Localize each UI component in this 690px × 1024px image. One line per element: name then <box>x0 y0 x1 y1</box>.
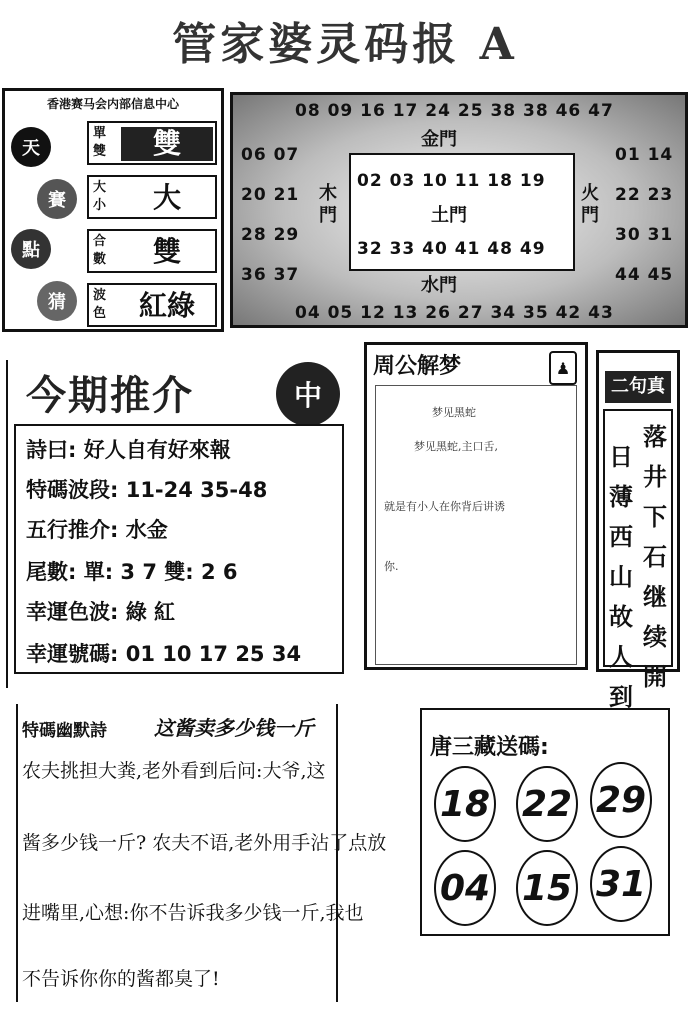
right-row: 01 14 <box>615 145 674 165</box>
circle-char: 賽 <box>37 179 77 219</box>
page-title: 管家婆灵码报 A <box>172 19 518 70</box>
right-row: 44 45 <box>615 265 674 285</box>
dream-title: 周公解梦 <box>373 354 462 379</box>
right-row: 30 31 <box>615 225 674 245</box>
top-numbers: 08 09 16 17 24 25 38 38 46 47 <box>295 101 614 121</box>
right-row: 22 23 <box>615 185 674 205</box>
row-value: 雙 <box>152 235 181 268</box>
dream-panel <box>364 342 588 670</box>
water-gate: 水門 <box>421 275 457 296</box>
circle-char: 猜 <box>37 281 77 321</box>
row-value: 雙 <box>121 127 213 161</box>
poem-line: 詩曰: 好人自有好來報 <box>26 438 231 462</box>
dream-line: 就是有小人在你背后讲诱 <box>384 500 505 513</box>
left-row: 28 29 <box>241 225 300 245</box>
attribute-panel <box>2 88 224 332</box>
poem-panel <box>596 350 680 711</box>
circle-char: 點 <box>11 229 51 269</box>
earth-gate: 土門 <box>431 205 467 226</box>
row-value: 紅綠 <box>138 289 195 322</box>
five-elements-panel <box>230 92 688 328</box>
joke-panel <box>16 704 387 1002</box>
five-elements: 五行推介: 水金 <box>26 518 168 542</box>
dream-subtitle: 梦见黑蛇 <box>432 406 476 419</box>
joke-line: 不告诉你你的酱都臭了! <box>22 968 220 990</box>
chess-icon: ♟ <box>549 351 577 385</box>
number-ball: 15 <box>516 850 578 926</box>
left-row: 20 21 <box>241 185 300 205</box>
row-label: 單雙 <box>93 126 107 159</box>
number-ball: 31 <box>590 846 652 922</box>
lucky-numbers: 幸運號碼: 01 10 17 25 34 <box>26 642 302 666</box>
earth-gate-box <box>349 153 575 271</box>
recommend-title: 今期推介 <box>26 373 194 419</box>
number-ball: 22 <box>516 766 578 842</box>
number-ball: 18 <box>434 766 496 842</box>
joke-line: 酱多少钱一斤? 农夫不语,老外用手沾了点放 <box>22 832 387 854</box>
odd-even-row <box>87 121 217 165</box>
big-small-row <box>87 175 217 219</box>
wood-gate: 木門 <box>319 183 337 226</box>
number-ball: 04 <box>434 850 496 926</box>
poem-box <box>603 409 673 711</box>
number-ball: 29 <box>590 762 652 838</box>
special-range: 特碼波段: 11-24 35-48 <box>26 478 268 502</box>
circle-char: 天 <box>11 127 51 167</box>
dream-content <box>375 385 577 665</box>
logo-icon: 中 <box>276 362 340 426</box>
left-row: 06 07 <box>241 145 300 165</box>
left-row: 36 37 <box>241 265 300 285</box>
gold-gate: 金門 <box>421 129 457 150</box>
row-label: 大小 <box>93 180 107 213</box>
joke-head: 特碼幽默詩 <box>22 721 107 741</box>
row-value: 大 <box>152 181 181 214</box>
joke-line: 农夫挑担大粪,老外看到后问:大爷,这 <box>22 760 326 782</box>
poem-column: 日薄西山故人到 <box>609 443 633 711</box>
center-top-numbers: 02 03 10 11 18 19 <box>357 171 546 191</box>
recommend-box <box>14 424 344 674</box>
dream-line: 你. <box>384 560 399 573</box>
poem-column: 落井下石继续開 <box>643 423 667 691</box>
tang-title: 唐三藏送碼: <box>430 735 549 760</box>
fire-gate: 火門 <box>581 183 599 226</box>
row-label: 合數 <box>93 234 107 267</box>
sum-row <box>87 229 217 273</box>
joke-title: 这酱卖多少钱一斤 <box>154 716 314 740</box>
poem-head: 二句真 <box>605 371 671 403</box>
row-label: 波色 <box>93 288 107 321</box>
tang-panel <box>420 708 670 936</box>
center-bottom-numbers: 32 33 40 41 48 49 <box>357 239 546 259</box>
panel-header: 香港赛马会内部信息中心 <box>46 97 179 111</box>
lucky-color: 幸運色波: 綠 紅 <box>26 600 176 624</box>
bottom-numbers: 04 05 12 13 26 27 34 35 42 43 <box>295 303 614 323</box>
joke-line: 进嘴里,心想:你不告诉我多少钱一斤,我也 <box>22 902 364 924</box>
tail-numbers: 尾數: 單: 3 7 雙: 2 6 <box>26 560 238 584</box>
circle-column <box>11 121 81 331</box>
dream-line: 梦见黑蛇,主口舌, <box>414 440 498 453</box>
wave-color-row <box>87 283 217 327</box>
